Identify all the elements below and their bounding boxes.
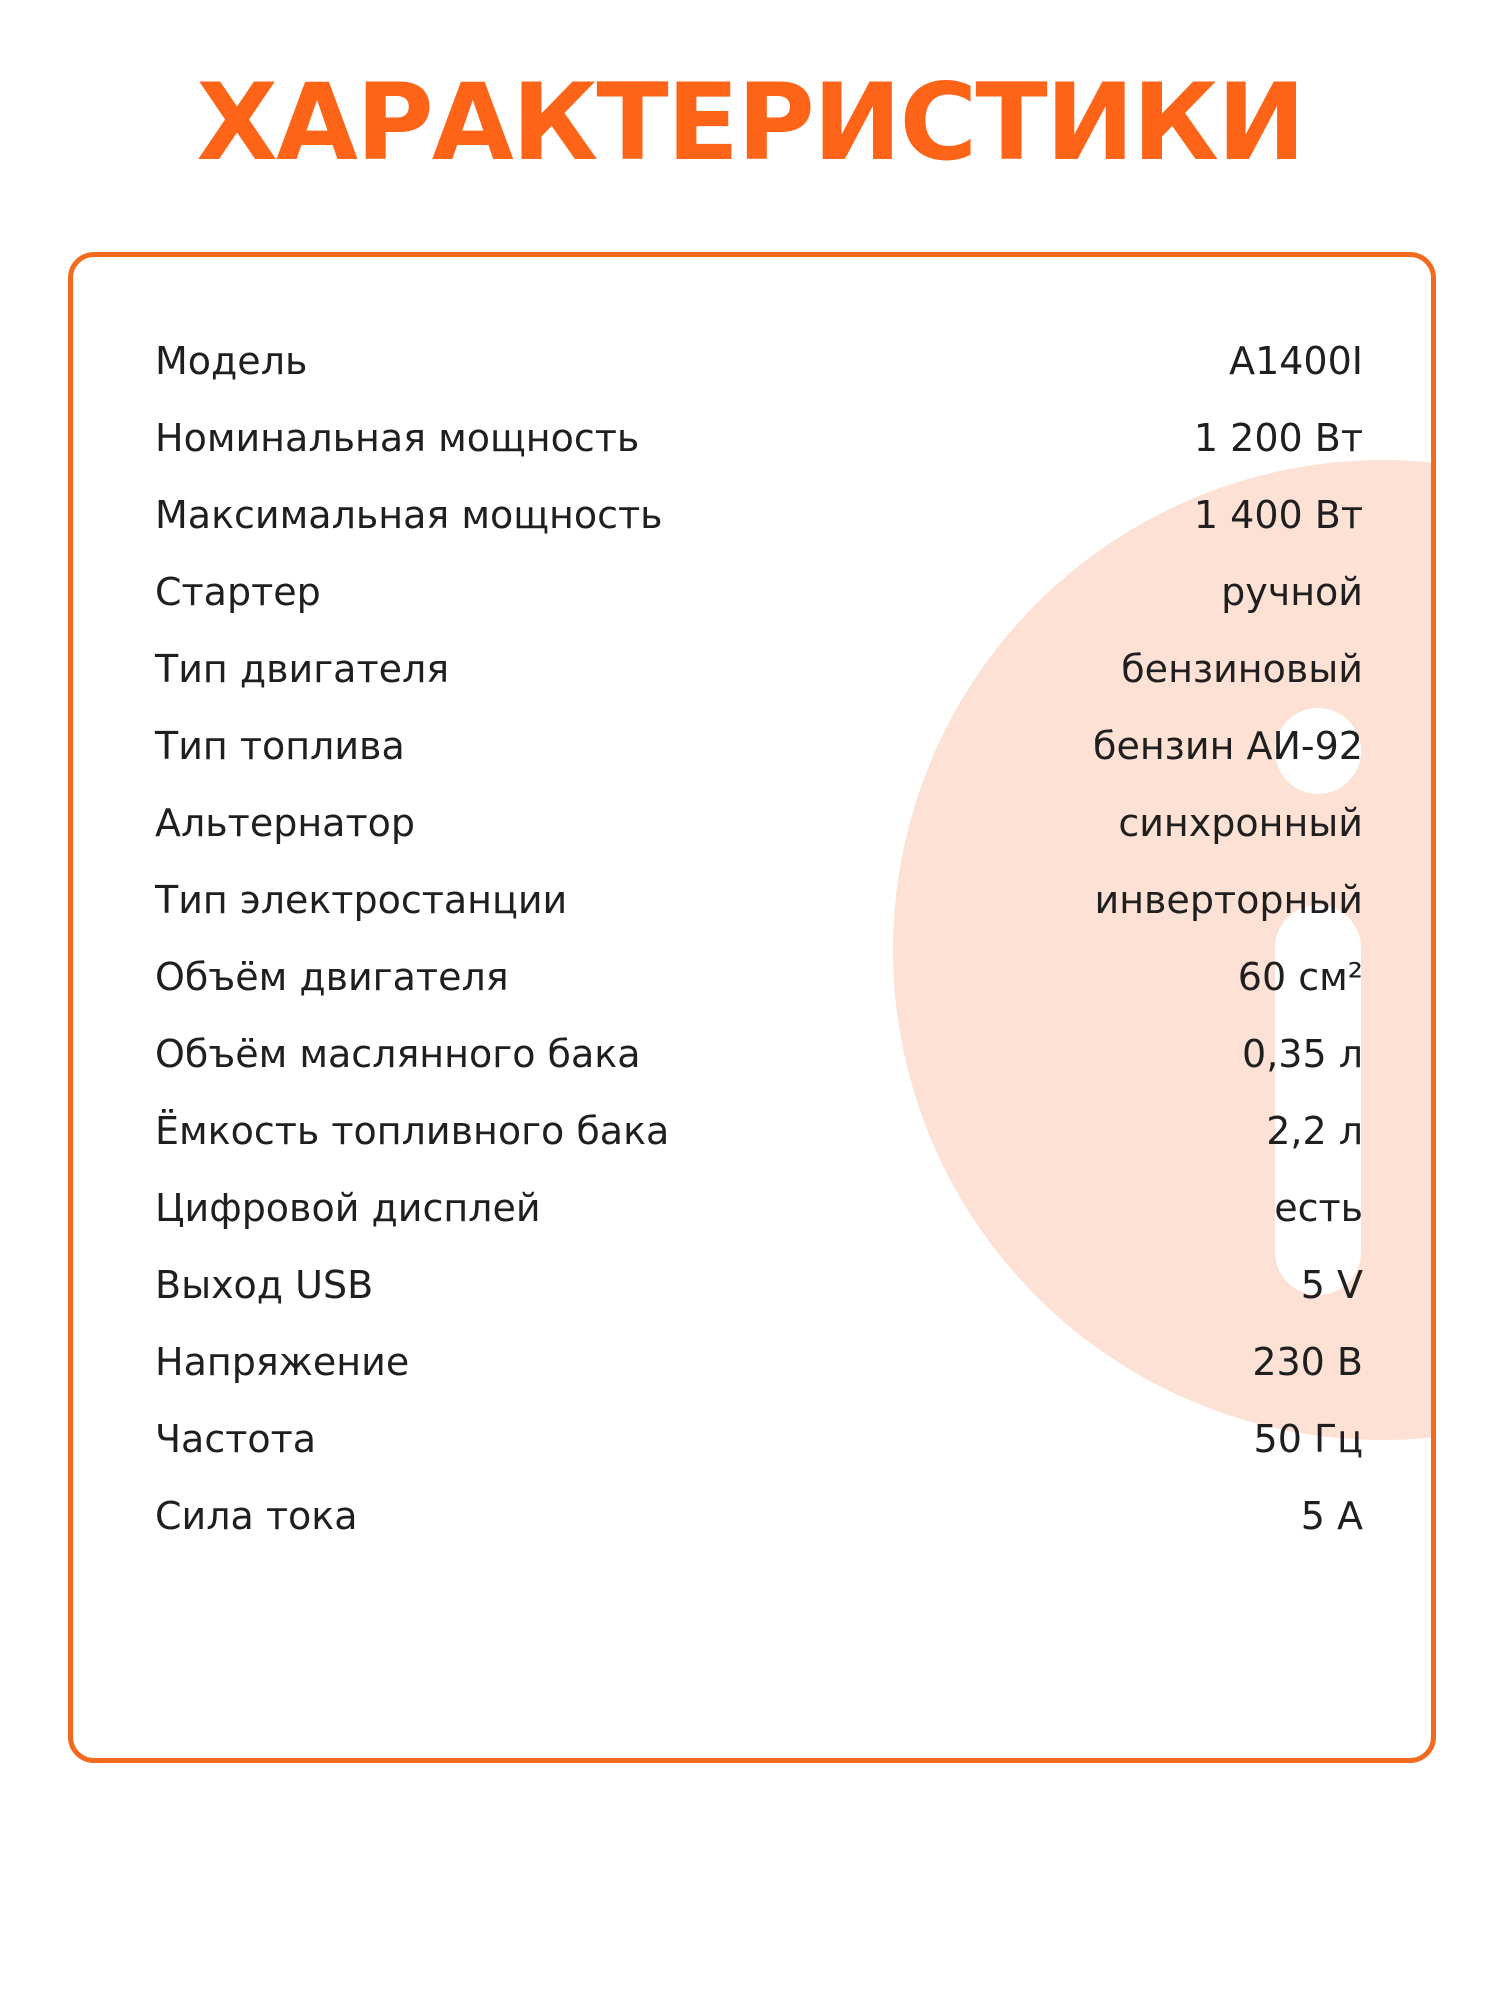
spec-value: есть bbox=[1274, 1185, 1363, 1230]
spec-label: Максимальная мощность bbox=[155, 492, 663, 537]
spec-row bbox=[155, 322, 1363, 399]
spec-row bbox=[155, 1015, 1363, 1092]
spec-value: 50 Гц bbox=[1253, 1416, 1363, 1461]
spec-label: Объём двигателя bbox=[155, 954, 509, 999]
spec-label: Объём маслянного бака bbox=[155, 1031, 641, 1076]
spec-value: 60 см² bbox=[1237, 954, 1363, 999]
spec-row bbox=[155, 1092, 1363, 1169]
specs-list bbox=[155, 322, 1363, 1554]
spec-row bbox=[155, 938, 1363, 1015]
spec-value: 1 400 Вт bbox=[1193, 492, 1363, 537]
specs-card bbox=[68, 252, 1436, 1763]
spec-label: Альтернатор bbox=[155, 800, 415, 845]
spec-value: 5 А bbox=[1300, 1493, 1363, 1538]
spec-value: ручной bbox=[1221, 569, 1363, 614]
spec-value: 1 200 Вт bbox=[1193, 415, 1363, 460]
spec-label: Ёмкость топливного бака bbox=[155, 1108, 670, 1153]
spec-label: Тип топлива bbox=[155, 723, 405, 768]
spec-value: синхронный bbox=[1118, 800, 1363, 845]
spec-value: 230 В bbox=[1252, 1339, 1363, 1384]
spec-row bbox=[155, 399, 1363, 476]
spec-value: 2,2 л bbox=[1266, 1108, 1363, 1153]
spec-label: Напряжение bbox=[155, 1339, 410, 1384]
spec-row bbox=[155, 553, 1363, 630]
spec-label: Тип двигателя bbox=[155, 646, 450, 691]
spec-value: A1400I bbox=[1229, 338, 1363, 383]
spec-value: инверторный bbox=[1094, 877, 1363, 922]
page-title: ХАРАКТЕРИСТИКИ bbox=[196, 61, 1304, 184]
spec-row bbox=[155, 630, 1363, 707]
spec-row bbox=[155, 1323, 1363, 1400]
spec-row bbox=[155, 1246, 1363, 1323]
spec-row bbox=[155, 1169, 1363, 1246]
spec-label: Выход USB bbox=[155, 1262, 374, 1307]
spec-label: Модель bbox=[155, 338, 308, 383]
spec-row bbox=[155, 1477, 1363, 1554]
spec-label: Номинальная мощность bbox=[155, 415, 640, 460]
spec-value: бензин АИ-92 bbox=[1093, 723, 1363, 768]
spec-row bbox=[155, 707, 1363, 784]
spec-value: 5 V bbox=[1300, 1262, 1363, 1307]
spec-label: Сила тока bbox=[155, 1493, 358, 1538]
spec-row bbox=[155, 1400, 1363, 1477]
spec-label: Цифровой дисплей bbox=[155, 1185, 541, 1230]
spec-value: бензиновый bbox=[1121, 646, 1363, 691]
spec-label: Тип электростанции bbox=[155, 877, 568, 922]
spec-value: 0,35 л bbox=[1242, 1031, 1363, 1076]
spec-row bbox=[155, 784, 1363, 861]
spec-label: Стартер bbox=[155, 569, 321, 614]
spec-label: Частота bbox=[155, 1416, 317, 1461]
spec-row bbox=[155, 861, 1363, 938]
spec-row bbox=[155, 476, 1363, 553]
